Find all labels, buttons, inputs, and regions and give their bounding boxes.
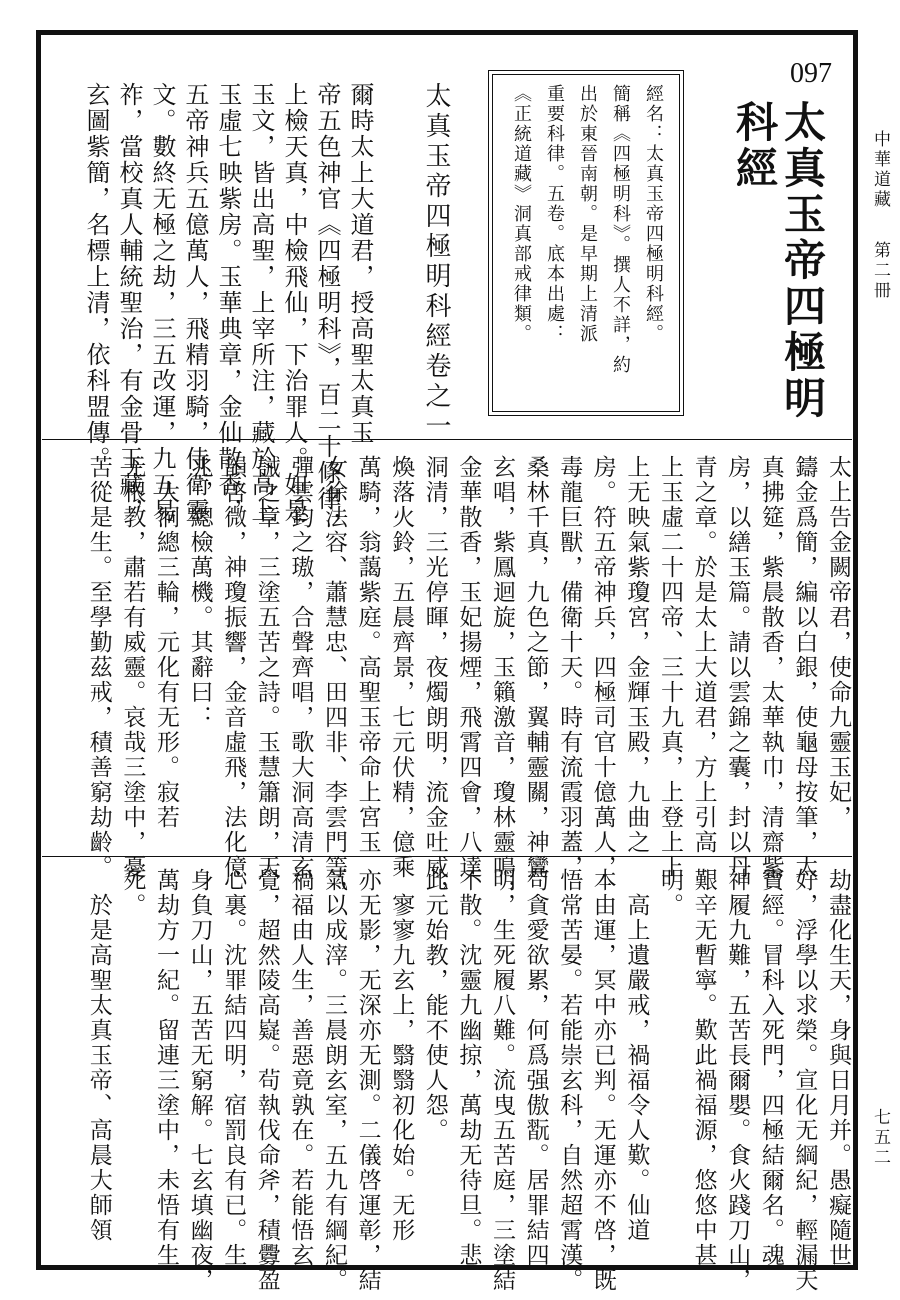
- text-column: 彈雲鈞之璈，合聲齊唱，歌大洞高清玄: [287, 455, 314, 880]
- text-column: 韻啓微，神瓊振響，金音虛飛，法化億: [220, 455, 247, 880]
- text-column: 萬劫方一紀。留連三塗中，未悟有生: [153, 868, 179, 1268]
- info-line: 經名：太真玉帝四極明科經。: [643, 84, 664, 344]
- text-column: 鑄金爲簡，編以白銀，使龜母按筆，太: [791, 455, 818, 880]
- text-column: 覺，超然陵高嶷。茍執伐命斧，積釁盈: [253, 868, 280, 1293]
- text-column: 毒龍巨獸，備衛十天。時有流霞羽蓋，: [556, 455, 583, 880]
- entry-title-line1: 太真玉帝四極明: [778, 100, 827, 422]
- text-column: 於是高聖太真玉帝、高晨大師領: [85, 868, 112, 1243]
- text-column: 誡之章，三塗五苦之詩。玉慧簫朗，天: [253, 455, 280, 880]
- info-line: 出於東晉南朝。是早期上清派: [577, 84, 598, 344]
- info-line: 重要科律。五卷。底本出處：: [544, 84, 565, 344]
- text-column: 苦從是生。至學勤茲戒，積善窮劫齡。: [85, 455, 112, 880]
- section-title: 太真玉帝四極明科經卷之一: [421, 82, 451, 442]
- series-title: 中華道藏: [870, 130, 890, 210]
- text-column: 不散。沈靈九幽掠，萬劫无待旦。悲: [455, 868, 482, 1268]
- text-column: 祚，當校真人輔統聖治，有金骨玉藏，: [115, 82, 143, 524]
- volume-label: 第二冊: [870, 240, 890, 301]
- text-column: 心裏。沈罪結四明，宿罰良有已。生: [220, 868, 247, 1268]
- text-column: 氣以成滓。三晨朗玄室，五九有綱紀。: [321, 868, 347, 1293]
- text-column: 茍貪愛欲累，何爲强傲翫。居罪結四: [522, 868, 549, 1268]
- entry-title-line2: 科經: [730, 100, 779, 192]
- text-column: 神履九難，五苦長爾嬰。食火踐刀山，: [724, 868, 751, 1293]
- text-column: 高上遺嚴戒，禍福令人歎。仙道: [623, 868, 650, 1243]
- text-column: 房，以繕玉篇。請以雲錦之囊，封以丹: [724, 455, 751, 880]
- text-column: 亦无影，无深亦无測。二儀啓運彰，結: [354, 868, 381, 1293]
- text-column: 玄圖紫簡，名標上清，依科盟傳。: [82, 82, 110, 472]
- text-column: 女徐法容、蕭慧忠、田四非、李雲門等，: [321, 455, 347, 905]
- text-column: 桑林千真，九色之節，翼輔靈關，神鸞: [522, 455, 549, 880]
- info-line: 簡稱《四極明科》。撰人不詳，約: [610, 84, 631, 375]
- text-column: 上檢天真，中檢飛仙，下治罪人。如是: [280, 82, 308, 524]
- text-column: 玉虛七映紫房。玉華典章，金仙散香，: [214, 82, 242, 524]
- text-column: 寶經。冒科入死門，四極結爾名。魂: [757, 868, 784, 1268]
- text-column: 金華散香，玉妃揚煙，飛霄四會，八達: [455, 455, 482, 880]
- text-column: 上玉虛二十四帝、三十九真，上登上上: [657, 455, 683, 880]
- text-column: 死。: [119, 868, 146, 918]
- text-column: 玄唱，紫鳳迴旋，玉籟激音，瓊林靈鳴，: [489, 455, 515, 905]
- text-column: 帝五色神官《四極明科》，百二十條律，: [313, 82, 341, 538]
- text-column: 悟常苦晏。若能崇玄科，自然超霄漢。: [556, 868, 583, 1293]
- text-column: 文。數終无極之劫，三五改運，九五易: [148, 82, 176, 524]
- text-column: 萬騎，翁藹紫庭。高聖玉帝命上宮玉: [354, 455, 381, 855]
- text-column: 青之章。於是太上大道君，方上引高: [690, 455, 717, 855]
- text-column: 明。: [657, 868, 683, 918]
- text-column: 洞清，三光停暉，夜燭朗明，流金吐威，: [421, 455, 448, 905]
- entry-number: 097: [790, 58, 832, 89]
- text-column: 爾時太上大道君，授高聖太真玉: [346, 82, 374, 446]
- text-column: 明，生死履八難。流曳五苦庭，三塗結: [489, 868, 515, 1293]
- text-column: 无根教，肅若有威靈。哀哉三塗中，憂: [119, 455, 146, 880]
- text-column: 此元始教，能不使人怨。: [421, 868, 448, 1143]
- text-column: 身負刀山，五苦无窮解。七玄填幽夜，: [186, 868, 213, 1293]
- text-column: 劫盡化生天，身與日月并。愚癡隨世: [825, 868, 851, 1268]
- page-number: 七五二: [870, 1108, 890, 1168]
- text-column: 好，浮學以求榮。宣化无綱紀，輕漏天: [791, 868, 818, 1293]
- text-column: 房。符五帝神兵，四極司官十億萬人，: [589, 455, 616, 880]
- text-column: 兆，總檢萬機。其辭曰：: [186, 455, 213, 730]
- info-line: 《正統道藏》洞真部戒律類。: [511, 84, 532, 344]
- text-column: 上无映氣紫瓊宮，金輝玉殿，九曲之: [623, 455, 650, 855]
- text-column: 玉文，皆出高聖，上宰所注，藏於高上: [247, 82, 275, 524]
- text-column: 本由運，冥中亦已判。无運亦不啓，既: [589, 868, 616, 1293]
- text-column: 寥寥九玄上，翳翳初化始。无形: [388, 868, 415, 1243]
- text-column: 禍福由人生，善惡竟孰在。若能悟玄: [287, 868, 314, 1268]
- text-column: 五帝神兵五億萬人，飛精羽騎，侍衛靈: [181, 82, 209, 524]
- text-column: 煥落火鈴，五晨齊景，七元伏精，億乘: [388, 455, 415, 880]
- text-column: 太上告金闕帝君，使命九靈玉妃，: [825, 455, 851, 830]
- text-column: 大洞總三輪，元化有无形。寂若: [153, 455, 179, 830]
- series-header: [868, 130, 893, 301]
- text-column: 艱辛无暫寧。歎此禍福源，悠悠中甚: [690, 868, 717, 1268]
- text-column: 真拂筵，紫晨散香，太華執巾，清齋紫: [757, 455, 784, 880]
